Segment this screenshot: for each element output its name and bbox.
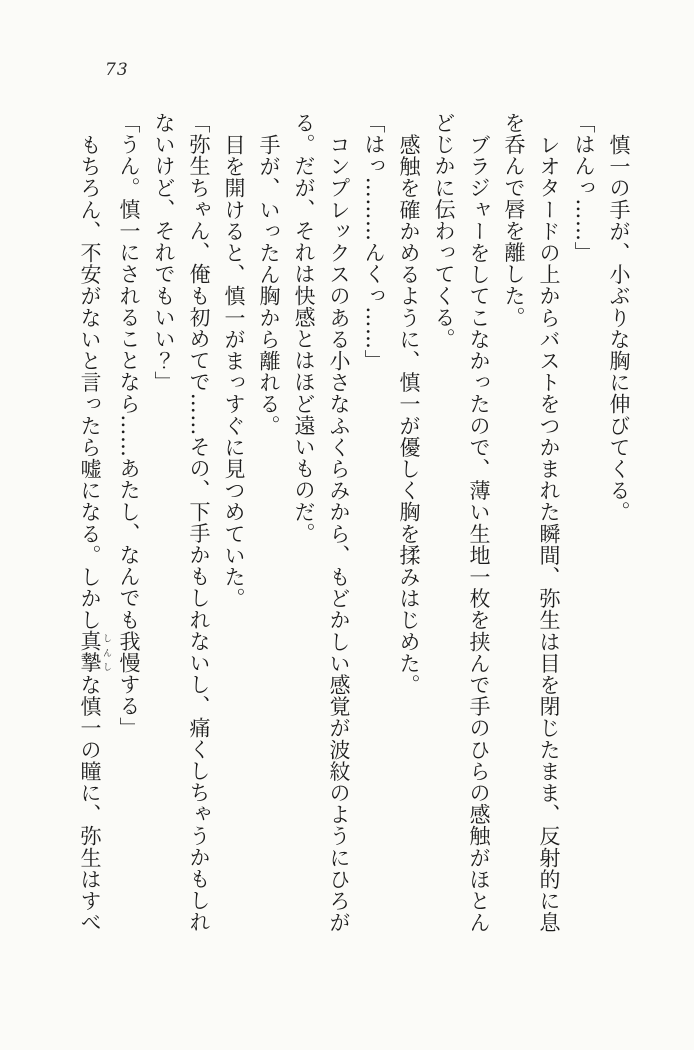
paragraph-dialogue: 「うん。慎一にされることなら……あたし、なんでも我慢する」: [117, 112, 141, 739]
page-number: 73: [105, 60, 129, 80]
paragraph-narration: 慎一の手が、小ぶりな胸に伸びてくる。: [607, 133, 631, 523]
paragraph-narration: 目を開けると、慎一がまっすぐに見つめていた。: [222, 133, 246, 609]
paragraph-narration: 手が、いったん胸から離れる。: [257, 133, 281, 436]
paragraph-narration: コンプレックスのある小さなふくらみから、もどかしい感覚が波紋のようにひろがる。だが、それは快感とはほど遠いものだ。: [292, 112, 351, 933]
furigana-reading: しんし: [101, 630, 111, 674]
paragraph-dialogue: 「はっ………んくっ……」: [362, 112, 386, 372]
furigana-term: 真摯 しんし: [78, 630, 111, 674]
novel-text-block: [74, 112, 636, 934]
paragraph-dialogue: 「弥生ちゃん、俺も初めてで……その、下手かもしれないし、痛くしちゃうかもしれないけど、それでもいい？」: [152, 112, 211, 933]
paragraph-narration: 感触を確かめるように、慎一が優しく胸を揉みはじめた。: [397, 133, 421, 696]
paragraph-narration: もちろん、不安がないと言ったら嘘になる。しかし真摯 しんしな慎一の瞳に、弥生はすべ: [78, 133, 111, 933]
paragraph-narration: レオタードの上からバストをつかまれた瞬間、弥生は目を閉じたまま、反射的に息を呑んで唇を離した。: [502, 112, 561, 933]
paragraph-dialogue: 「はんっ……」: [572, 112, 596, 264]
paragraph-narration: ブラジャーをしてこなかったので、薄い生地一枚を挟んで手のひらの感触がほとんどじかに伝わってくる。: [432, 112, 491, 933]
